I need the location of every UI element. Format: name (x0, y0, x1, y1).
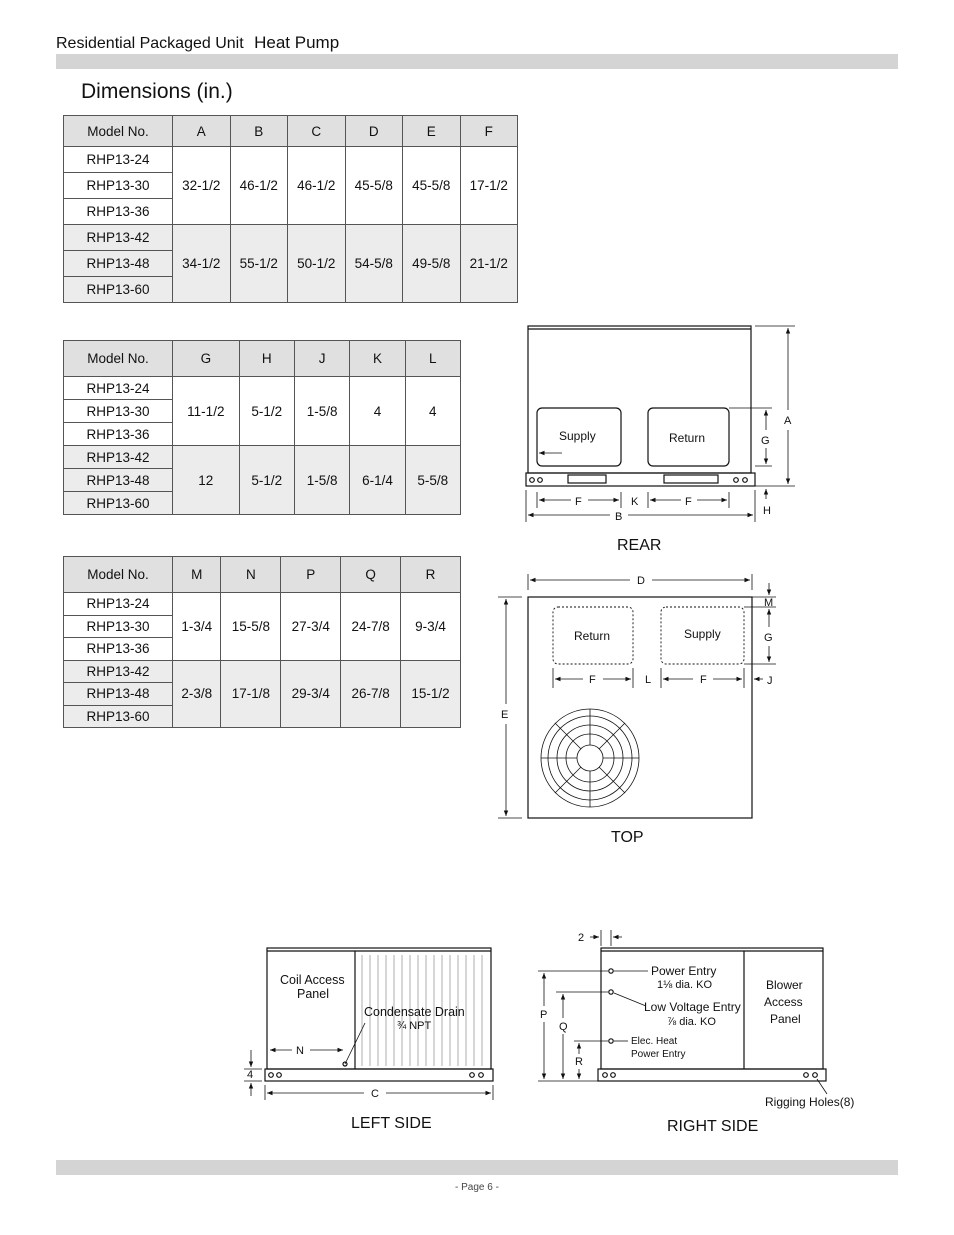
value-cell: 15-5/8 (221, 593, 281, 661)
value-cell: 46-1/2 (230, 147, 288, 225)
value-cell: 50-1/2 (288, 225, 346, 303)
col-header: R (401, 557, 461, 593)
value-cell: 45-5/8 (345, 147, 403, 225)
rear-caption: REAR (617, 537, 662, 554)
model-cell: RHP13-48 (64, 683, 173, 706)
dim-label-n: N (296, 1045, 304, 1057)
top-supply-label: Supply (684, 627, 721, 641)
power-entry-label: Power Entry (651, 964, 717, 978)
model-cell: RHP13-42 (64, 660, 173, 683)
value-cell: 5-1/2 (239, 377, 294, 446)
value-cell: 49-5/8 (403, 225, 461, 303)
dim-label-k: K (631, 496, 639, 508)
dim-label-d: D (637, 575, 645, 587)
value-cell: 11-1/2 (173, 377, 240, 446)
col-header: Model No. (64, 341, 173, 377)
value-cell: 4 (405, 377, 460, 446)
col-header: E (403, 116, 461, 147)
value-cell: 15-1/2 (401, 660, 461, 728)
col-header: A (173, 116, 231, 147)
elec-heat-knockout (609, 1039, 613, 1043)
dim-label-f: F (575, 496, 582, 508)
fan-grille-icon (541, 709, 639, 807)
dim-label-m: M (764, 597, 774, 609)
dim-label-p: P (540, 1009, 548, 1021)
model-cell: RHP13-60 (64, 705, 173, 728)
col-header: N (221, 557, 281, 593)
model-cell: RHP13-48 (64, 469, 173, 492)
right-base-rail (598, 1069, 826, 1081)
col-header: F (460, 116, 518, 147)
dim-label-f: F (685, 496, 692, 508)
dim-label-h: H (763, 505, 771, 517)
model-cell: RHP13-36 (64, 199, 173, 225)
model-cell: RHP13-24 (64, 377, 173, 400)
elec-heat-label: Elec. Heat (631, 1036, 678, 1047)
elec-heat-label: Power Entry (631, 1049, 686, 1060)
model-cell: RHP13-60 (64, 492, 173, 515)
col-header: P (281, 557, 341, 593)
value-cell: 17-1/8 (221, 660, 281, 728)
col-header: B (230, 116, 288, 147)
power-entry-knockout (609, 969, 613, 973)
model-cell: RHP13-48 (64, 251, 173, 277)
left-side-caption: LEFT SIDE (351, 1115, 432, 1132)
power-entry-size: 1⅛ dia. KO (657, 979, 713, 991)
rear-view (526, 326, 795, 522)
col-header: H (239, 341, 294, 377)
col-header: L (405, 341, 460, 377)
value-cell: 12 (173, 446, 240, 515)
top-caption: TOP (611, 829, 644, 846)
model-cell: RHP13-42 (64, 225, 173, 251)
value-cell: 26-7/8 (341, 660, 401, 728)
value-cell: 54-5/8 (345, 225, 403, 303)
model-cell: RHP13-42 (64, 446, 173, 469)
header-title: Residential Packaged Unit (56, 35, 244, 52)
col-header: C (288, 116, 346, 147)
model-cell: RHP13-24 (64, 593, 173, 616)
model-cell: RHP13-36 (64, 423, 173, 446)
value-cell: 5-1/2 (239, 446, 294, 515)
dim-label-b: B (615, 511, 623, 523)
value-cell: 5-5/8 (405, 446, 460, 515)
condensate-drain-label: Condensate Drain (364, 1005, 465, 1019)
low-voltage-knockout (609, 990, 613, 994)
dim-label-f: F (589, 674, 596, 686)
col-header: Model No. (64, 557, 173, 593)
low-voltage-size: ⅞ dia. KO (667, 1016, 716, 1028)
header-subtitle: Heat Pump (254, 33, 340, 52)
col-header: D (345, 116, 403, 147)
dim-label-f: F (700, 674, 707, 686)
top-return-label: Return (574, 629, 611, 643)
page-number: - Page 6 - (455, 1182, 499, 1193)
dim-label-4: 4 (247, 1069, 254, 1081)
right-side-caption: RIGHT SIDE (667, 1118, 759, 1135)
model-cell: RHP13-30 (64, 400, 173, 423)
rear-return-label: Return (669, 431, 706, 445)
value-cell: 1-5/8 (294, 377, 349, 446)
value-cell: 2-3/8 (173, 660, 221, 728)
value-cell: 34-1/2 (173, 225, 231, 303)
model-cell: RHP13-60 (64, 277, 173, 303)
value-cell: 17-1/2 (460, 147, 518, 225)
model-cell: RHP13-24 (64, 147, 173, 173)
value-cell: 29-3/4 (281, 660, 341, 728)
value-cell: 27-3/4 (281, 593, 341, 661)
col-header: M (173, 557, 221, 593)
dim-label-a: A (784, 415, 792, 427)
col-header: Q (341, 557, 401, 593)
value-cell: 24-7/8 (341, 593, 401, 661)
blower-access-label: Access (764, 995, 803, 1009)
dim-label-l: L (645, 674, 652, 686)
dim-label-r: R (575, 1056, 583, 1068)
model-cell: RHP13-36 (64, 638, 173, 661)
value-cell: 6-1/4 (350, 446, 405, 515)
col-header: K (350, 341, 405, 377)
col-header: J (294, 341, 349, 377)
dim-label-g: G (764, 632, 773, 644)
coil-access-label: Coil Access (280, 973, 345, 987)
value-cell: 55-1/2 (230, 225, 288, 303)
rear-supply-label: Supply (559, 429, 596, 443)
blower-access-label: Panel (770, 1012, 801, 1026)
dim-label-e: E (501, 709, 509, 721)
top-view (498, 574, 776, 818)
low-voltage-label: Low Voltage Entry (644, 1000, 741, 1014)
footer-bar (56, 1160, 898, 1175)
blower-access-label: Blower (766, 978, 803, 992)
dim-label-c: C (371, 1088, 379, 1100)
value-cell: 45-5/8 (403, 147, 461, 225)
value-cell: 46-1/2 (288, 147, 346, 225)
coil-access-label: Panel (297, 987, 329, 1001)
dim-label-q: Q (559, 1021, 568, 1033)
value-cell: 1-3/4 (173, 593, 221, 661)
rear-base-rail (526, 473, 755, 486)
condensate-npt-label: ¾ NPT (397, 1020, 432, 1032)
left-base-rail (265, 1069, 493, 1081)
value-cell: 9-3/4 (401, 593, 461, 661)
left-side-view (244, 948, 493, 1100)
model-cell: RHP13-30 (64, 615, 173, 638)
dim-label-g: G (761, 435, 770, 447)
model-cell: RHP13-30 (64, 173, 173, 199)
col-header: G (173, 341, 240, 377)
page-title: Dimensions (in.) (81, 80, 233, 103)
dim-label-2: 2 (578, 932, 585, 944)
value-cell: 32-1/2 (173, 147, 231, 225)
rear-cabinet (528, 326, 751, 473)
value-cell: 21-1/2 (460, 225, 518, 303)
dim-label-j: J (767, 675, 773, 687)
value-cell: 1-5/8 (294, 446, 349, 515)
value-cell: 4 (350, 377, 405, 446)
rigging-holes-label: Rigging Holes(8) (765, 1095, 855, 1109)
col-header: Model No. (64, 116, 173, 147)
